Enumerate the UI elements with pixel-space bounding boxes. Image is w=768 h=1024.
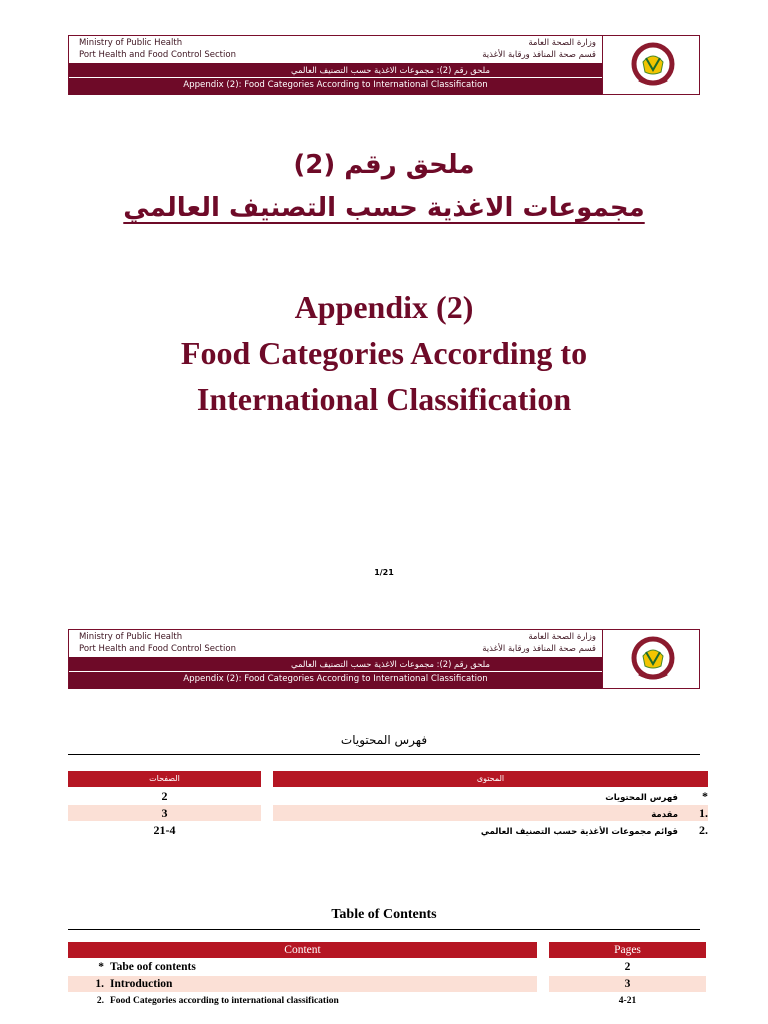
section-name-en: Port Health and Food Control Section: [79, 50, 236, 60]
ministry-name-ar: وزارة الصحة العامة: [528, 632, 596, 642]
table-header-row: [68, 942, 708, 958]
cover-title-ar-line1: ملحق رقم (2): [293, 150, 475, 180]
cover-title-en-line2: Food Categories According to: [180, 335, 588, 371]
page-header: [68, 35, 700, 95]
row-number: .2: [699, 823, 708, 837]
header-appendix-en: Appendix (2): Food Categories According to International Classification: [69, 78, 602, 95]
row-number: 2.: [96, 996, 104, 1006]
table-row: [68, 976, 708, 992]
header-row-ministry: [69, 37, 602, 49]
table-row: [68, 788, 708, 804]
row-pages: 3: [549, 976, 706, 992]
row-label: Tabe oof contents: [110, 961, 196, 973]
table-row: [68, 805, 708, 821]
row-number: .1: [699, 806, 708, 820]
col-pages-header: الصفحات: [68, 771, 261, 787]
row-pages: 4-21: [618, 996, 637, 1006]
ministry-name-ar: وزارة الصحة العامة: [528, 38, 596, 48]
row-pages: 2: [161, 789, 168, 803]
row-pages: 21-4: [153, 823, 176, 837]
row-label: قوائم مجموعات الأغذية حسب التصنيف العالمي: [480, 827, 678, 837]
header-appendix-ar: ملحق رقم (2): مجموعات الاغذية حسب التصنيف العالمي: [69, 63, 602, 78]
header-row-section: [69, 49, 602, 62]
row-number: 1.: [95, 978, 104, 990]
section-name-ar: قسم صحة المنافذ ورقابة الأغذية: [482, 50, 596, 60]
toc-en-title: Table of Contents: [331, 907, 437, 922]
header-row-section: [69, 643, 602, 656]
cover-title-en-line1: Appendix (2): [294, 289, 474, 325]
table-row: [68, 822, 708, 838]
row-label: Introduction: [110, 978, 173, 990]
row-pages: 2: [624, 961, 631, 973]
row-content[interactable]: [68, 993, 537, 1009]
logo-cell: [602, 36, 700, 94]
logo-cell: [602, 630, 700, 688]
cover-title-ar-line2: مجموعات الاغذية حسب التصنيف العالمي: [123, 193, 645, 223]
table-row: [68, 993, 708, 1009]
col-content-header: المحتوى: [273, 771, 708, 787]
row-content[interactable]: [273, 788, 708, 804]
ministry-name-en: Ministry of Public Health: [79, 38, 183, 48]
row-pages: 3: [68, 805, 261, 821]
cover-title-en-line3: International Classification: [196, 381, 572, 417]
col-pages-header: Pages: [549, 942, 706, 958]
row-content[interactable]: [68, 959, 537, 975]
row-label: فهرس المحتويات: [605, 793, 678, 803]
row-label: مقدمة: [651, 810, 678, 820]
ministry-emblem-icon: [631, 40, 675, 90]
page-header-2: [68, 629, 700, 689]
toc-ar-title: فهرس المحتويات: [340, 733, 428, 747]
col-content-header: Content: [68, 942, 537, 958]
ministry-emblem-icon: [631, 634, 675, 684]
ministry-name-en: Ministry of Public Health: [79, 632, 183, 642]
table-row: [68, 959, 708, 975]
row-label: Food Categories according to international classification: [110, 996, 339, 1006]
table-header-row: [68, 771, 708, 787]
divider: [68, 754, 700, 755]
header-appendix-en: Appendix (2): Food Categories According to International Classification: [69, 672, 602, 689]
section-name-ar: قسم صحة المنافذ ورقابة الأغذية: [482, 644, 596, 654]
row-number: *: [98, 961, 104, 973]
divider: [68, 929, 700, 930]
page-number: 1/21: [374, 568, 394, 577]
section-name-en: Port Health and Food Control Section: [79, 644, 236, 654]
row-number: *: [702, 789, 708, 803]
header-appendix-ar: ملحق رقم (2): مجموعات الاغذية حسب التصنيف العالمي: [69, 657, 602, 672]
row-content[interactable]: [273, 805, 708, 821]
row-content[interactable]: [68, 976, 537, 992]
row-content[interactable]: [273, 822, 708, 838]
header-row-ministry: [69, 631, 602, 643]
